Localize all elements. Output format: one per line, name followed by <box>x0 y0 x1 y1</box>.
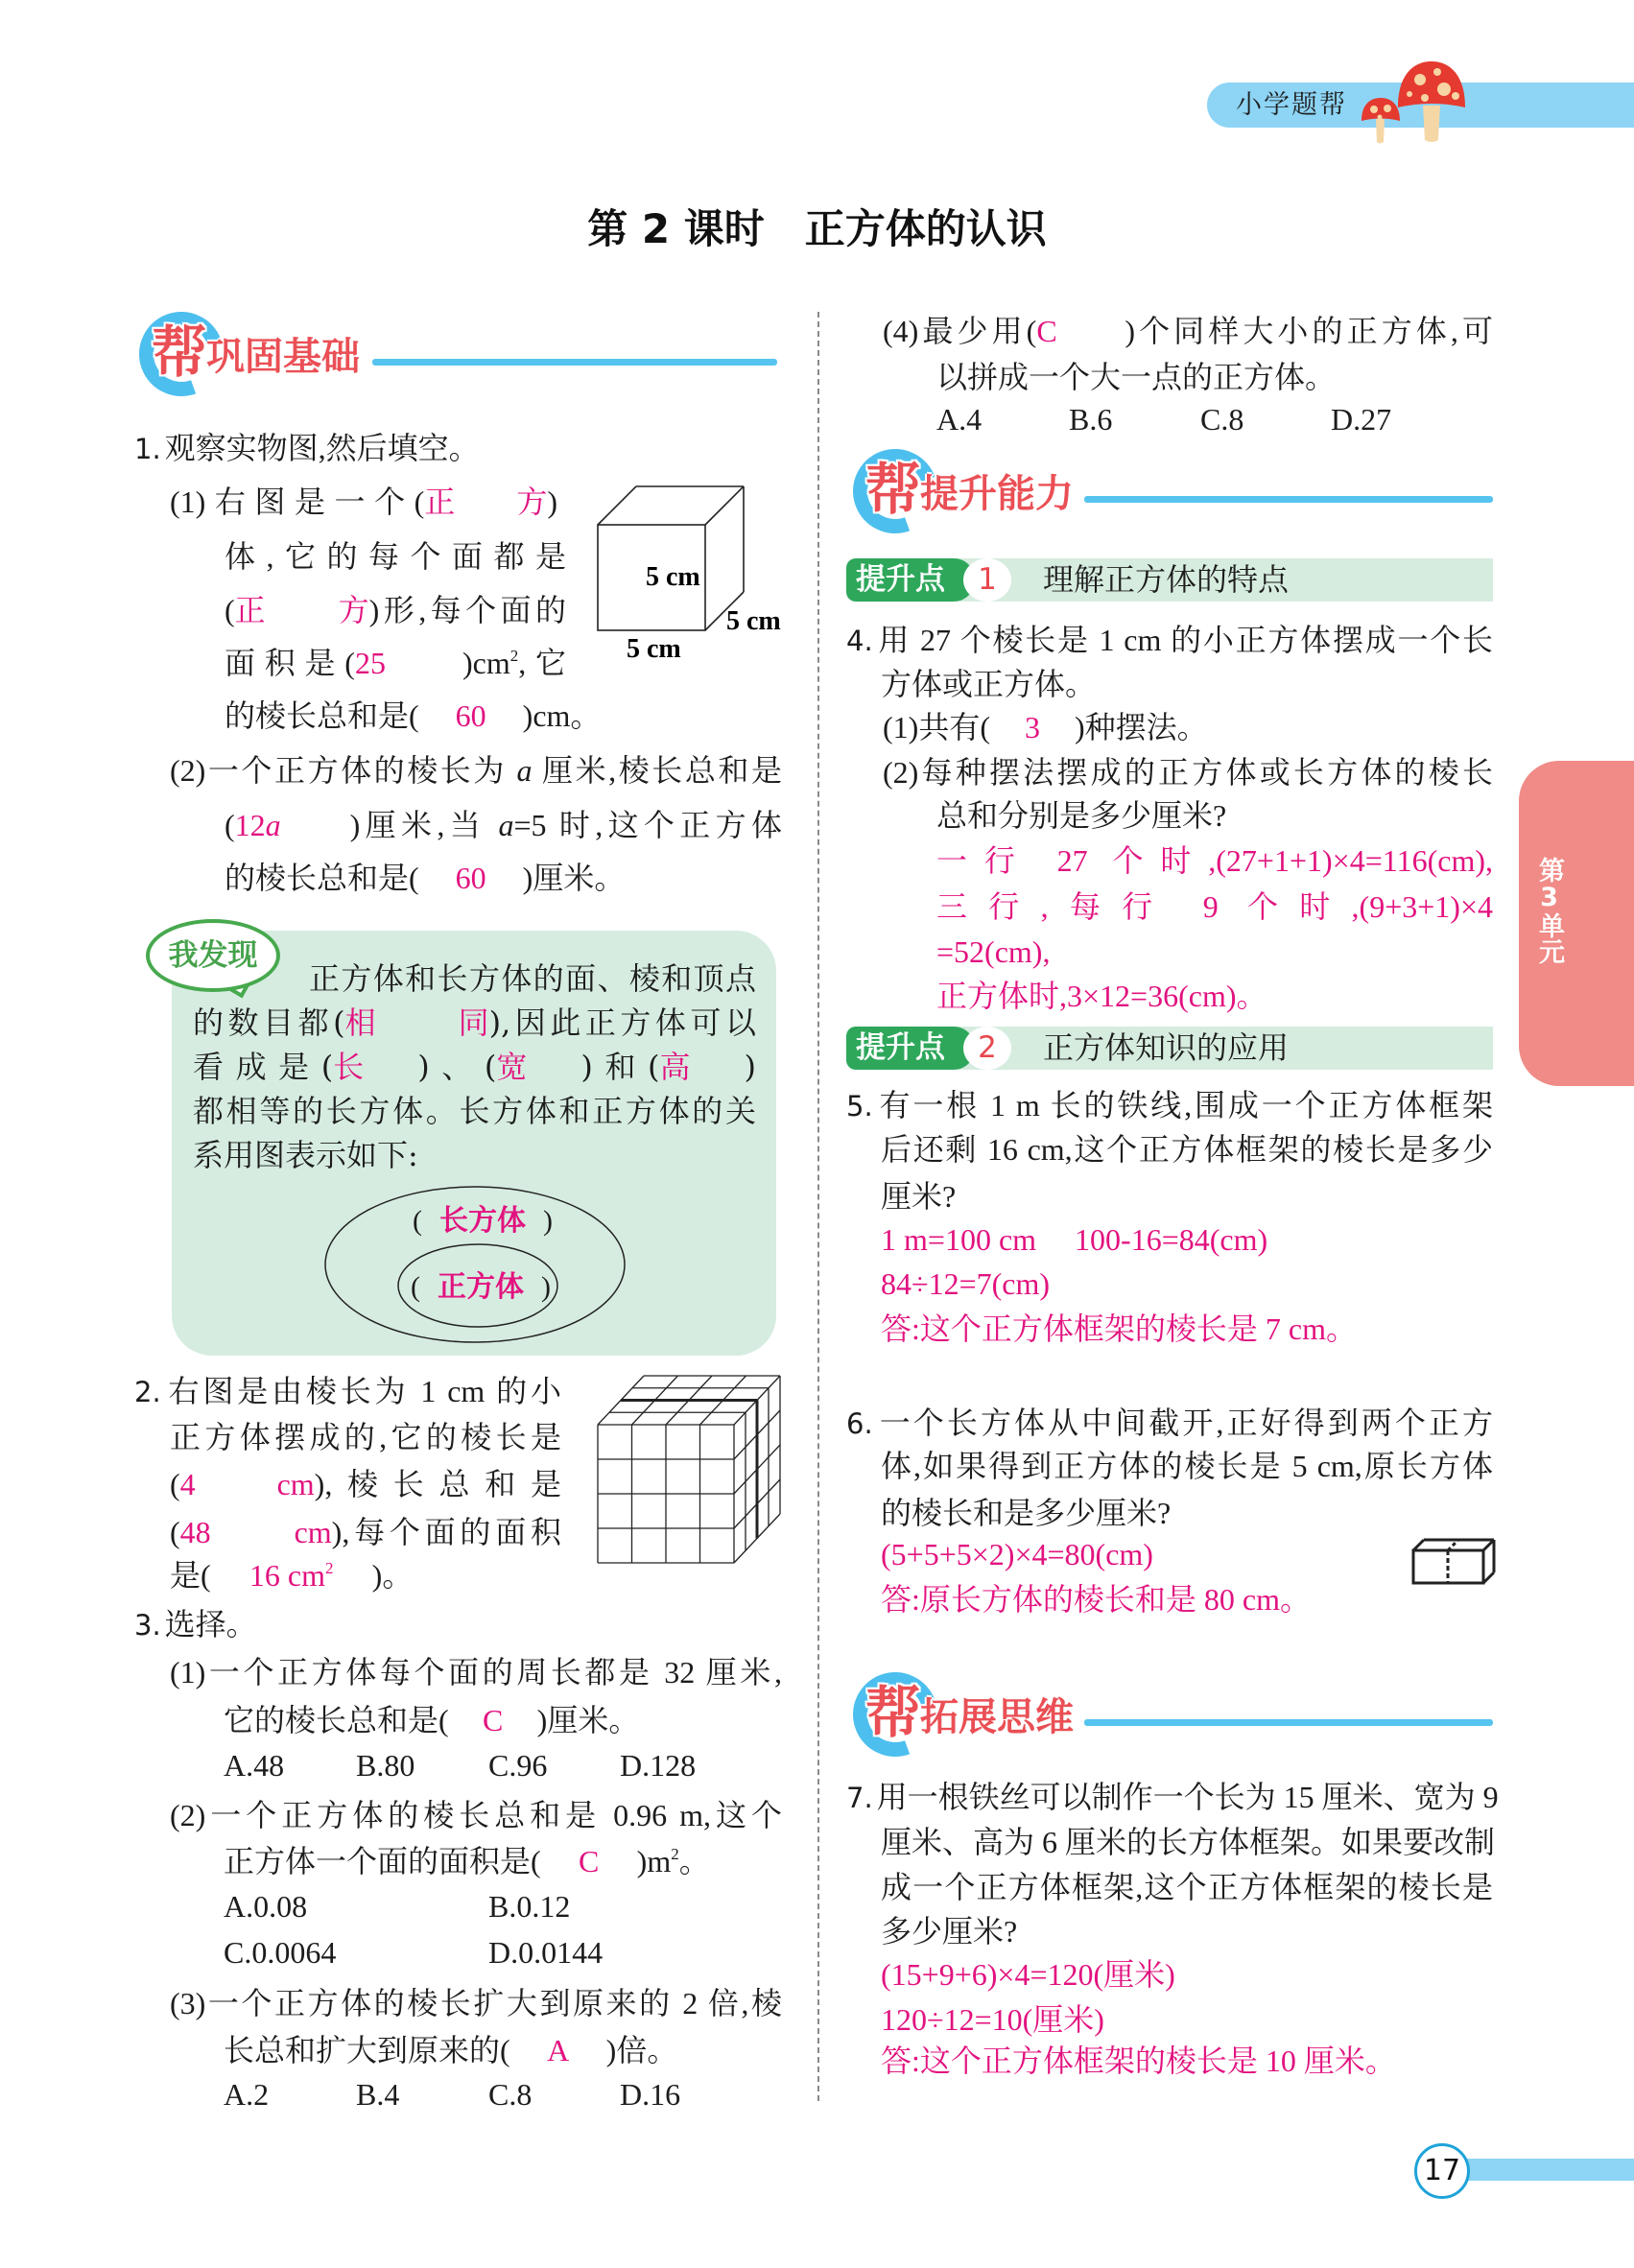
point-number: 2 <box>963 1027 1011 1070</box>
answer-blank <box>355 640 462 686</box>
text: ),因此正方体可以 <box>488 1004 756 1041</box>
answer-blank <box>345 1000 489 1046</box>
text: =5 时,这个正方体 <box>513 808 782 842</box>
text: 的棱长总和是( <box>225 861 419 895</box>
text: 厘米,棱长总和是 <box>532 753 782 788</box>
question-text: 用一根铁丝可以制作一个长为 15 厘米、宽为 9 <box>876 1780 1499 1814</box>
q4-solution-line: 一行 27 个时,(27+1+1)×4=116(cm), <box>936 843 1493 878</box>
q1-part1-line: 体,它的每个面都是 <box>225 539 566 574</box>
answer-text: 宽 <box>496 1049 528 1085</box>
text: ( <box>170 1515 180 1549</box>
text: )cm <box>462 646 510 680</box>
paren: ( <box>413 1205 422 1237</box>
venn-outer-label <box>401 1202 564 1240</box>
paren: ) <box>543 1205 553 1237</box>
answer-text: 25 <box>354 646 386 680</box>
text: )倍。 <box>605 2033 678 2067</box>
discovery-badge-label: 我发现 <box>168 938 258 973</box>
answer-blank <box>660 1044 745 1090</box>
option-a: A.0.08 <box>224 1889 308 1924</box>
discovery-line: 正方体和长方体的面、棱和顶点 <box>309 960 756 997</box>
cube-figure <box>576 470 806 672</box>
option-b: B.6 <box>1069 402 1113 437</box>
q7-solution-line: 答:这个正方体框架的棱长是 10 厘米。 <box>881 2044 1396 2078</box>
cube-label-front: 5 cm <box>646 562 700 592</box>
option-c: C.8 <box>1200 402 1244 437</box>
q7-line <box>846 1774 1499 1820</box>
text: 的棱长总和是( <box>225 698 419 733</box>
section-badge: 帮 <box>865 457 922 522</box>
section-rule <box>372 359 777 366</box>
cube-edges <box>598 486 744 630</box>
section-basics-header <box>139 312 792 400</box>
answer-text: C <box>579 1844 600 1878</box>
text: ( <box>170 1467 180 1501</box>
option-d: D.27 <box>1331 402 1392 437</box>
point-badge: 提升点 <box>846 558 975 602</box>
text: 的数目都( <box>193 1004 345 1041</box>
q1-part1-line <box>170 479 557 525</box>
question-number: 6. <box>846 1407 873 1440</box>
text: )、( <box>417 1049 497 1085</box>
section-rule <box>1084 1719 1493 1726</box>
text: ,它 <box>518 646 566 680</box>
q1-stem <box>134 425 480 471</box>
q1-part1-line <box>225 693 601 739</box>
page-number: 17 <box>1414 2143 1470 2199</box>
q4-part2-line: 总和分别是多少厘米? <box>936 798 1227 833</box>
section-title: 提升能力 <box>920 472 1074 516</box>
answer-blank <box>510 2027 606 2073</box>
question-text: 观察实物图,然后填空。 <box>164 431 480 465</box>
text: (1)共有( <box>883 710 990 744</box>
option-c: C.96 <box>488 1748 548 1783</box>
question-text: 用 27 个棱长是 1 cm 的小正方体摆成一个长 <box>876 623 1493 657</box>
answer-text: 12 <box>234 808 266 842</box>
text: )厘米。 <box>536 1703 640 1737</box>
question-number: 4. <box>846 625 873 657</box>
q5-solution-line: 1 m=100 cm 100-16=84(cm) <box>881 1222 1268 1257</box>
q5-line <box>846 1082 1493 1128</box>
q6-line: 的棱长和是多少厘米? <box>881 1496 1172 1530</box>
text: )m <box>636 1844 672 1878</box>
q1-part2-line <box>170 747 782 793</box>
variable: a <box>516 753 533 788</box>
question-number: 5. <box>846 1090 873 1122</box>
option-b: B.4 <box>356 2077 400 2112</box>
q4-solution-line: 三行,每行 9 个时,(9+3+1)×4 <box>936 889 1493 924</box>
q4-solution-line: 正方体时,3×12=36(cm)。 <box>936 979 1267 1013</box>
answer-text: 48 cm <box>179 1515 332 1549</box>
answer-text: 16 cm <box>249 1558 325 1593</box>
q1-part1-line <box>225 640 566 686</box>
question-number: 2. <box>134 1376 161 1408</box>
q4-line: 方体或正方体。 <box>881 667 1097 701</box>
text: ),棱长总和是 <box>314 1467 561 1501</box>
point-1-bar <box>846 558 1493 602</box>
answer-variable: a <box>265 808 281 842</box>
superscript: 2 <box>671 1845 679 1863</box>
q5-line: 后还剩 16 cm,这个正方体框架的棱长是多少 <box>881 1132 1493 1167</box>
text: )形,每个面的 <box>368 593 566 627</box>
text: 正方体一个面的面积是( <box>224 1844 541 1878</box>
answer-blank <box>235 587 369 633</box>
text: )厘米。 <box>522 861 626 895</box>
section-badge: 帮 <box>865 1680 922 1745</box>
answer-text: 正方 <box>234 593 369 627</box>
q2-line <box>170 1509 561 1555</box>
q6-solution-line: 答:原长方体的棱长和是 80 cm。 <box>881 1582 1311 1617</box>
page-title: 第 2 课时 正方体的认识 <box>587 205 1047 252</box>
text: 是( <box>170 1558 211 1593</box>
answer-text: C <box>483 1703 504 1737</box>
q2-line <box>170 1461 561 1507</box>
answer-text: 长 <box>333 1049 365 1085</box>
text: ( <box>225 808 235 842</box>
discovery-line <box>193 1000 756 1046</box>
text: ( <box>225 593 235 627</box>
section-title: 拓展思维 <box>920 1695 1074 1739</box>
q4-part2-line: (2)每种摆法摆成的正方体或长方体的棱长 <box>883 755 1493 790</box>
cuboid-edges <box>1413 1540 1494 1583</box>
option-b: B.80 <box>356 1748 415 1783</box>
text: )个同样大小的正方体,可 <box>1125 314 1493 348</box>
q3-item3-blank-line <box>224 2027 677 2073</box>
point-title: 理解正方体的特点 <box>1043 561 1290 598</box>
section-badge: 帮 <box>152 319 208 385</box>
grid-cube-figure <box>585 1362 796 1573</box>
answer-blank <box>180 1461 315 1507</box>
question-text: 右图是由棱长为 1 cm 的小 <box>164 1374 561 1408</box>
text: )cm。 <box>522 698 602 733</box>
answer-text: 60 <box>455 861 486 895</box>
q3-item4-line: 以拼成一个大一点的正方体。 <box>936 360 1337 394</box>
discovery-line: 系用图表示如下: <box>193 1137 418 1173</box>
column-divider <box>817 312 819 2101</box>
answer-blank <box>419 855 523 901</box>
q3-item1-blank-line <box>224 1697 639 1743</box>
answer-blank <box>333 1044 417 1090</box>
text: 它的棱长总和是( <box>224 1703 449 1737</box>
text: 看成是( <box>193 1049 334 1085</box>
answer-blank <box>449 1697 537 1743</box>
text: 长总和扩大到原来的( <box>224 2033 510 2067</box>
question-text: 选择。 <box>164 1607 257 1642</box>
text: (4)最少用( <box>883 314 1037 348</box>
answer-text: 相同 <box>344 1004 489 1041</box>
answer-text: 4 cm <box>179 1467 315 1501</box>
cube-label-bottom: 5 cm <box>627 634 681 664</box>
grid-cube-lines <box>598 1376 780 1563</box>
q3-item2-stem: (2)一个正方体的棱长总和是 0.96 m,这个 <box>170 1798 782 1832</box>
q4-part1-line <box>883 704 1208 750</box>
option-d: D.16 <box>620 2077 681 2112</box>
q4-solution-line: =52(cm), <box>936 934 1051 969</box>
text: ) <box>547 484 557 519</box>
variable: a <box>498 808 514 842</box>
q7-solution-line: (15+9+6)×4=120(厘米) <box>881 1957 1175 1992</box>
answer-blank <box>419 693 523 739</box>
answer-blank <box>990 704 1075 750</box>
venn-inner-label <box>401 1268 560 1307</box>
q3-stem <box>134 1601 257 1647</box>
question-number: 1. <box>134 433 161 465</box>
answer-blank <box>1036 308 1125 354</box>
answer-blank <box>496 1044 580 1090</box>
q6-line <box>846 1400 1493 1446</box>
point-2-bar <box>846 1027 1493 1070</box>
answer-text: 高 <box>659 1049 691 1085</box>
point-number: 1 <box>963 558 1011 602</box>
mushroom-icon <box>1348 56 1473 147</box>
text: ),每个面的面积 <box>331 1515 561 1549</box>
question-text: 有一根 1 m 长的铁线,围成一个正方体框架 <box>876 1088 1493 1122</box>
superscript: 2 <box>509 647 519 665</box>
paren: ) <box>541 1271 551 1303</box>
option-a: A.48 <box>224 1748 285 1783</box>
section-extend-header <box>853 1672 1505 1760</box>
q5-solution-line: 答:这个正方体框架的棱长是 7 cm。 <box>881 1311 1357 1346</box>
q6-solution-line: (5+5+5×2)×4=80(cm) <box>881 1537 1153 1571</box>
q7-line: 厘米、高为 6 厘米的长方体框架。如果要改制 <box>881 1825 1496 1859</box>
answer-blank <box>424 479 547 525</box>
option-a: A.2 <box>224 2077 270 2112</box>
answer-blank <box>180 1509 332 1555</box>
unit-side-tab-label: 第3单元 <box>1534 857 1564 964</box>
q2-line <box>170 1552 413 1598</box>
q2-line <box>134 1368 561 1414</box>
cuboid-figure <box>1406 1532 1502 1590</box>
cube-label-depth: 5 cm <box>726 606 781 636</box>
q7-line: 成一个正方体框架,这个正方体框架的棱长是 <box>881 1870 1493 1904</box>
option-c: C.8 <box>488 2077 533 2112</box>
option-d: D.128 <box>620 1748 697 1783</box>
q3-item1-stem: (1)一个正方体每个面的周长都是 32 厘米, <box>170 1655 782 1689</box>
q3-item2-blank-line <box>224 1838 710 1884</box>
discovery-line <box>193 1044 756 1090</box>
answer-text: C <box>1036 314 1057 348</box>
q3-item4-stem <box>883 308 1493 354</box>
question-number: 7. <box>846 1782 873 1814</box>
answer-blank <box>235 802 350 848</box>
text: )和( <box>580 1049 660 1085</box>
answer-text: 60 <box>455 698 486 733</box>
text: )。 <box>371 1558 414 1593</box>
q6-line: 体,如果得到正方体的棱长是 5 cm,原长方体 <box>881 1449 1493 1483</box>
superscript: 2 <box>324 1559 334 1577</box>
q3-item3-stem: (3)一个正方体的棱长扩大到原来的 2 倍,棱 <box>170 1986 782 2020</box>
discovery-line: 都相等的长方体。长方体和正方体的关 <box>193 1093 756 1129</box>
text: )种摆法。 <box>1074 710 1208 744</box>
answer-text: 正方 <box>424 484 548 519</box>
answer-text: 3 <box>1024 710 1040 744</box>
text: )厘米,当 <box>349 808 499 842</box>
q1-part1-line <box>225 587 566 633</box>
q7-line: 多少厘米? <box>881 1914 1018 1949</box>
paren: ( <box>411 1271 420 1303</box>
option-d: D.0.0144 <box>488 1935 604 1970</box>
text: (1)右图是一个( <box>170 484 425 519</box>
point-badge: 提升点 <box>846 1027 975 1070</box>
discovery-badge <box>146 919 280 992</box>
text: ) <box>744 1049 756 1085</box>
text: (2)一个正方体的棱长为 <box>170 753 517 788</box>
point-title: 正方体知识的应用 <box>1043 1029 1290 1066</box>
q1-part2-line <box>225 802 782 848</box>
option-c: C.0.0064 <box>224 1935 337 1970</box>
answer-text: A <box>547 2033 570 2067</box>
q5-solution-line: 84÷12=7(cm) <box>881 1266 1051 1301</box>
q5-line: 厘米? <box>881 1179 957 1214</box>
brand-label: 小学题帮 <box>1236 90 1347 120</box>
answer-text: 长方体 <box>439 1205 526 1237</box>
text: 面积是( <box>225 646 355 680</box>
question-text: 一个长方体从中间截开,正好得到两个正方 <box>876 1406 1493 1440</box>
question-number: 3. <box>134 1609 161 1642</box>
text: 。 <box>678 1844 710 1878</box>
answer-text: 正方体 <box>438 1271 524 1303</box>
q4-line <box>846 617 1493 663</box>
option-b: B.0.12 <box>488 1889 571 1924</box>
section-rule <box>1084 496 1493 503</box>
q1-part2-line <box>225 855 625 901</box>
answer-blank <box>541 1838 637 1884</box>
section-improve-header <box>853 449 1505 537</box>
q2-line: 正方体摆成的,它的棱长是 <box>170 1420 561 1454</box>
answer-blank <box>211 1552 372 1604</box>
page-number-bar <box>1466 2159 1634 2181</box>
q7-solution-line: 120÷12=10(厘米) <box>881 2002 1104 2037</box>
option-a: A.4 <box>936 402 983 437</box>
section-title: 巩固基础 <box>206 335 360 379</box>
